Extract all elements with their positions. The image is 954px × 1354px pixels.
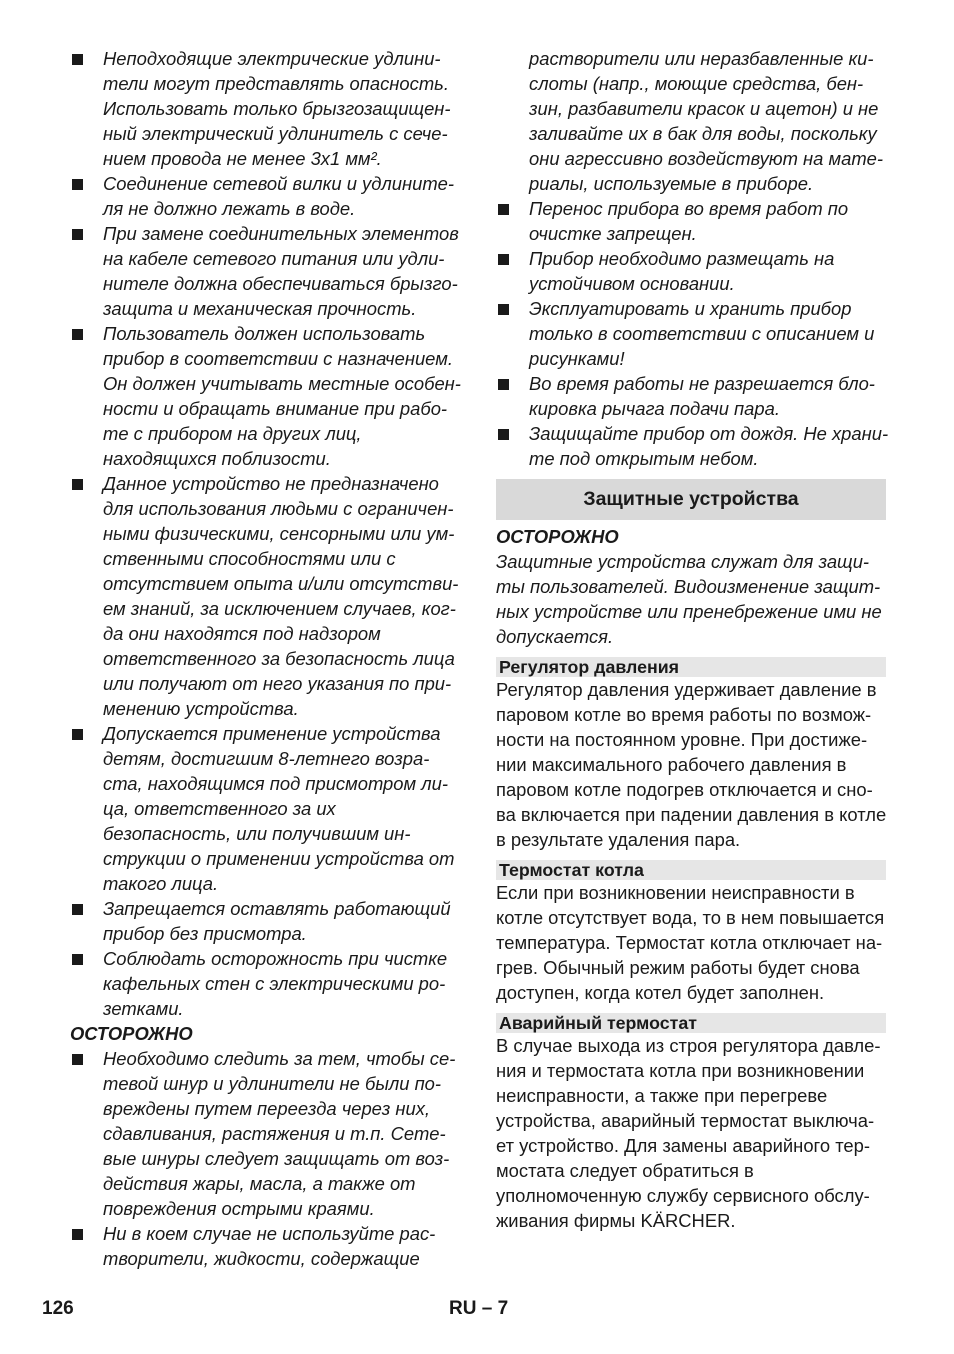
list-item-text: Запрещается оставлять работающий прибор без присмотра. bbox=[103, 898, 451, 944]
bullet-square-icon bbox=[498, 429, 509, 440]
right-bullet-list bbox=[496, 196, 889, 471]
bullet-square-icon bbox=[72, 54, 83, 65]
list-item-text: Эксплуатировать и хранить прибор только в соответствии с описанием и рисунками! bbox=[529, 298, 875, 369]
list-item bbox=[496, 421, 889, 471]
list-item-text: Соединение сетевой вилки и удлините- ля не должно лежать в воде. bbox=[103, 173, 455, 219]
bullet-square-icon bbox=[72, 479, 83, 490]
list-item bbox=[70, 1221, 462, 1271]
list-item bbox=[496, 371, 886, 421]
list-item bbox=[70, 471, 462, 721]
list-item bbox=[70, 221, 462, 321]
bullet-square-icon bbox=[72, 1229, 83, 1240]
bullet-square-icon bbox=[498, 254, 509, 265]
pressure-regulator-text: Регулятор давления удерживает давление в паровом котле во время работы по возмож- ности на постоянном уровне. При достиже- нии максимального рабочего давления в паровом котле подогрев отключается и сно- ва включается при падении давления в котле в результате удаления пара. bbox=[496, 679, 887, 850]
pressure-regulator-heading: Регулятор давления bbox=[496, 657, 886, 677]
left-bullet-list-1 bbox=[70, 46, 462, 1021]
left-column bbox=[70, 46, 462, 1271]
list-item bbox=[70, 946, 462, 1021]
bullet-square-icon bbox=[72, 329, 83, 340]
list-item-text: Ни в коем случае не используйте рас- творители, жидкости, содержащие bbox=[103, 1223, 436, 1269]
bullet-square-icon bbox=[72, 904, 83, 915]
list-item bbox=[496, 196, 886, 246]
list-item-text: Необходимо следить за тем, чтобы се- тевой шнур и удлинители не были по- вреждены путем переезда через них, сдавливания, растяжения и т.п. Сете- вые шнуры следует защищать от воз- действия жары, масла, а также от повреждения острыми краями. bbox=[103, 1048, 456, 1219]
list-item bbox=[70, 321, 462, 471]
continued-text: растворители или неразбавленные ки- слоты (напр., моющие средства, бен- зин, разбавители красок и ацетон) и не заливайте их в бак для воды, поскольку они агрессивно воздействуют на мате- риалы, используемые в приборе. bbox=[529, 48, 884, 194]
warning-label: ОСТОРОЖНО bbox=[70, 1023, 193, 1044]
list-item bbox=[70, 1046, 462, 1221]
page-number: 126 bbox=[42, 1298, 74, 1319]
list-item-text: Пользователь должен использовать прибор в соответствии с назначением. Он должен учитывать местные особен- ности и обращать внимание при рабо- те с прибором на других лиц, находящихся поблизости. bbox=[103, 323, 461, 469]
emergency-thermostat-text: В случае выхода из строя регулятора давле- ния и термостата котла при возникновении неисправности, а также при перегреве устройства, аварийный термостат выключа- ет устройство. Для замены аварийного тер- мостата следует обратиться в уполномоченную службу сервисного обслу- живания фирмы KÄRCHER. bbox=[496, 1035, 881, 1231]
bullet-square-icon bbox=[498, 304, 509, 315]
section-title: Защитные устройства bbox=[496, 479, 886, 520]
warning-text: Защитные устройства служат для защи- ты пользователей. Видоизменение защит- ных устройстве или пренебрежение ими не допускается. bbox=[496, 551, 882, 647]
list-item-text: Соблюдать осторожность при чистке кафельных стен с электрическими ро- зетками. bbox=[103, 948, 448, 1019]
list-item-text: Данное устройство не предназначено для использования людьми с ограничен- ными физическими, сенсорными или ум- ственными способностями или с отсутствием опыта и/или отсутстви- ем знаний, за исключением случаев, ког- да они находятся под надзором ответственного за безопасность лица или получают от него указания по при- менению устройства. bbox=[103, 473, 459, 719]
list-item bbox=[496, 246, 886, 296]
bullet-square-icon bbox=[72, 229, 83, 240]
list-item-text: Прибор необходимо размещать на устойчивом основании. bbox=[529, 248, 835, 294]
list-item-text: Защищайте прибор от дождя. Не храни- те под открытым небом. bbox=[529, 423, 889, 469]
list-item-text: Допускается применение устройства детям, достигшим 8-летнего возра- ста, находящимся под присмотром ли- ца, ответственного за их безопасность, или получившим ин- струкции о применении устройства от такого лица. bbox=[103, 723, 455, 894]
emergency-thermostat-heading: Аварийный термостат bbox=[496, 1013, 886, 1033]
bullet-square-icon bbox=[72, 179, 83, 190]
list-item bbox=[70, 896, 462, 946]
bullet-square-icon bbox=[498, 204, 509, 215]
list-item-text: Во время работы не разрешается бло- кировка рычага подачи пара. bbox=[529, 373, 875, 419]
list-item bbox=[70, 721, 462, 896]
right-column bbox=[496, 46, 889, 1233]
boiler-thermostat-text: Если при возникновении неисправности в котле отсутствует вода, то в нем повышается температура. Термостат котла отключает на- грев. Обычный режим работы будет снова доступен, когда котел будет заполнен. bbox=[496, 882, 885, 1003]
list-item bbox=[70, 46, 462, 171]
bullet-square-icon bbox=[72, 1054, 83, 1065]
bullet-square-icon bbox=[498, 379, 509, 390]
warning-label: ОСТОРОЖНО bbox=[496, 526, 619, 547]
boiler-thermostat-heading: Термостат котла bbox=[496, 860, 886, 880]
left-bullet-list-2 bbox=[70, 1046, 462, 1271]
list-item-text: При замене соединительных элементов на кабеле сетевого питания или удли- нителе должна обеспечиваться брызго- защита и механическая прочность. bbox=[103, 223, 459, 319]
page-code: RU – 7 bbox=[449, 1298, 509, 1319]
list-item-text: Неподходящие электрические удлини- тели могут представлять опасность. Использовать только брызгозащищен- ный электрический удлинитель с сече- нием провода не менее 3х1 мм². bbox=[103, 48, 451, 169]
list-item bbox=[70, 171, 462, 221]
bullet-square-icon bbox=[72, 954, 83, 965]
list-item bbox=[496, 296, 886, 371]
bullet-square-icon bbox=[72, 729, 83, 740]
list-item-text: Перенос прибора во время работ по очистке запрещен. bbox=[529, 198, 849, 244]
